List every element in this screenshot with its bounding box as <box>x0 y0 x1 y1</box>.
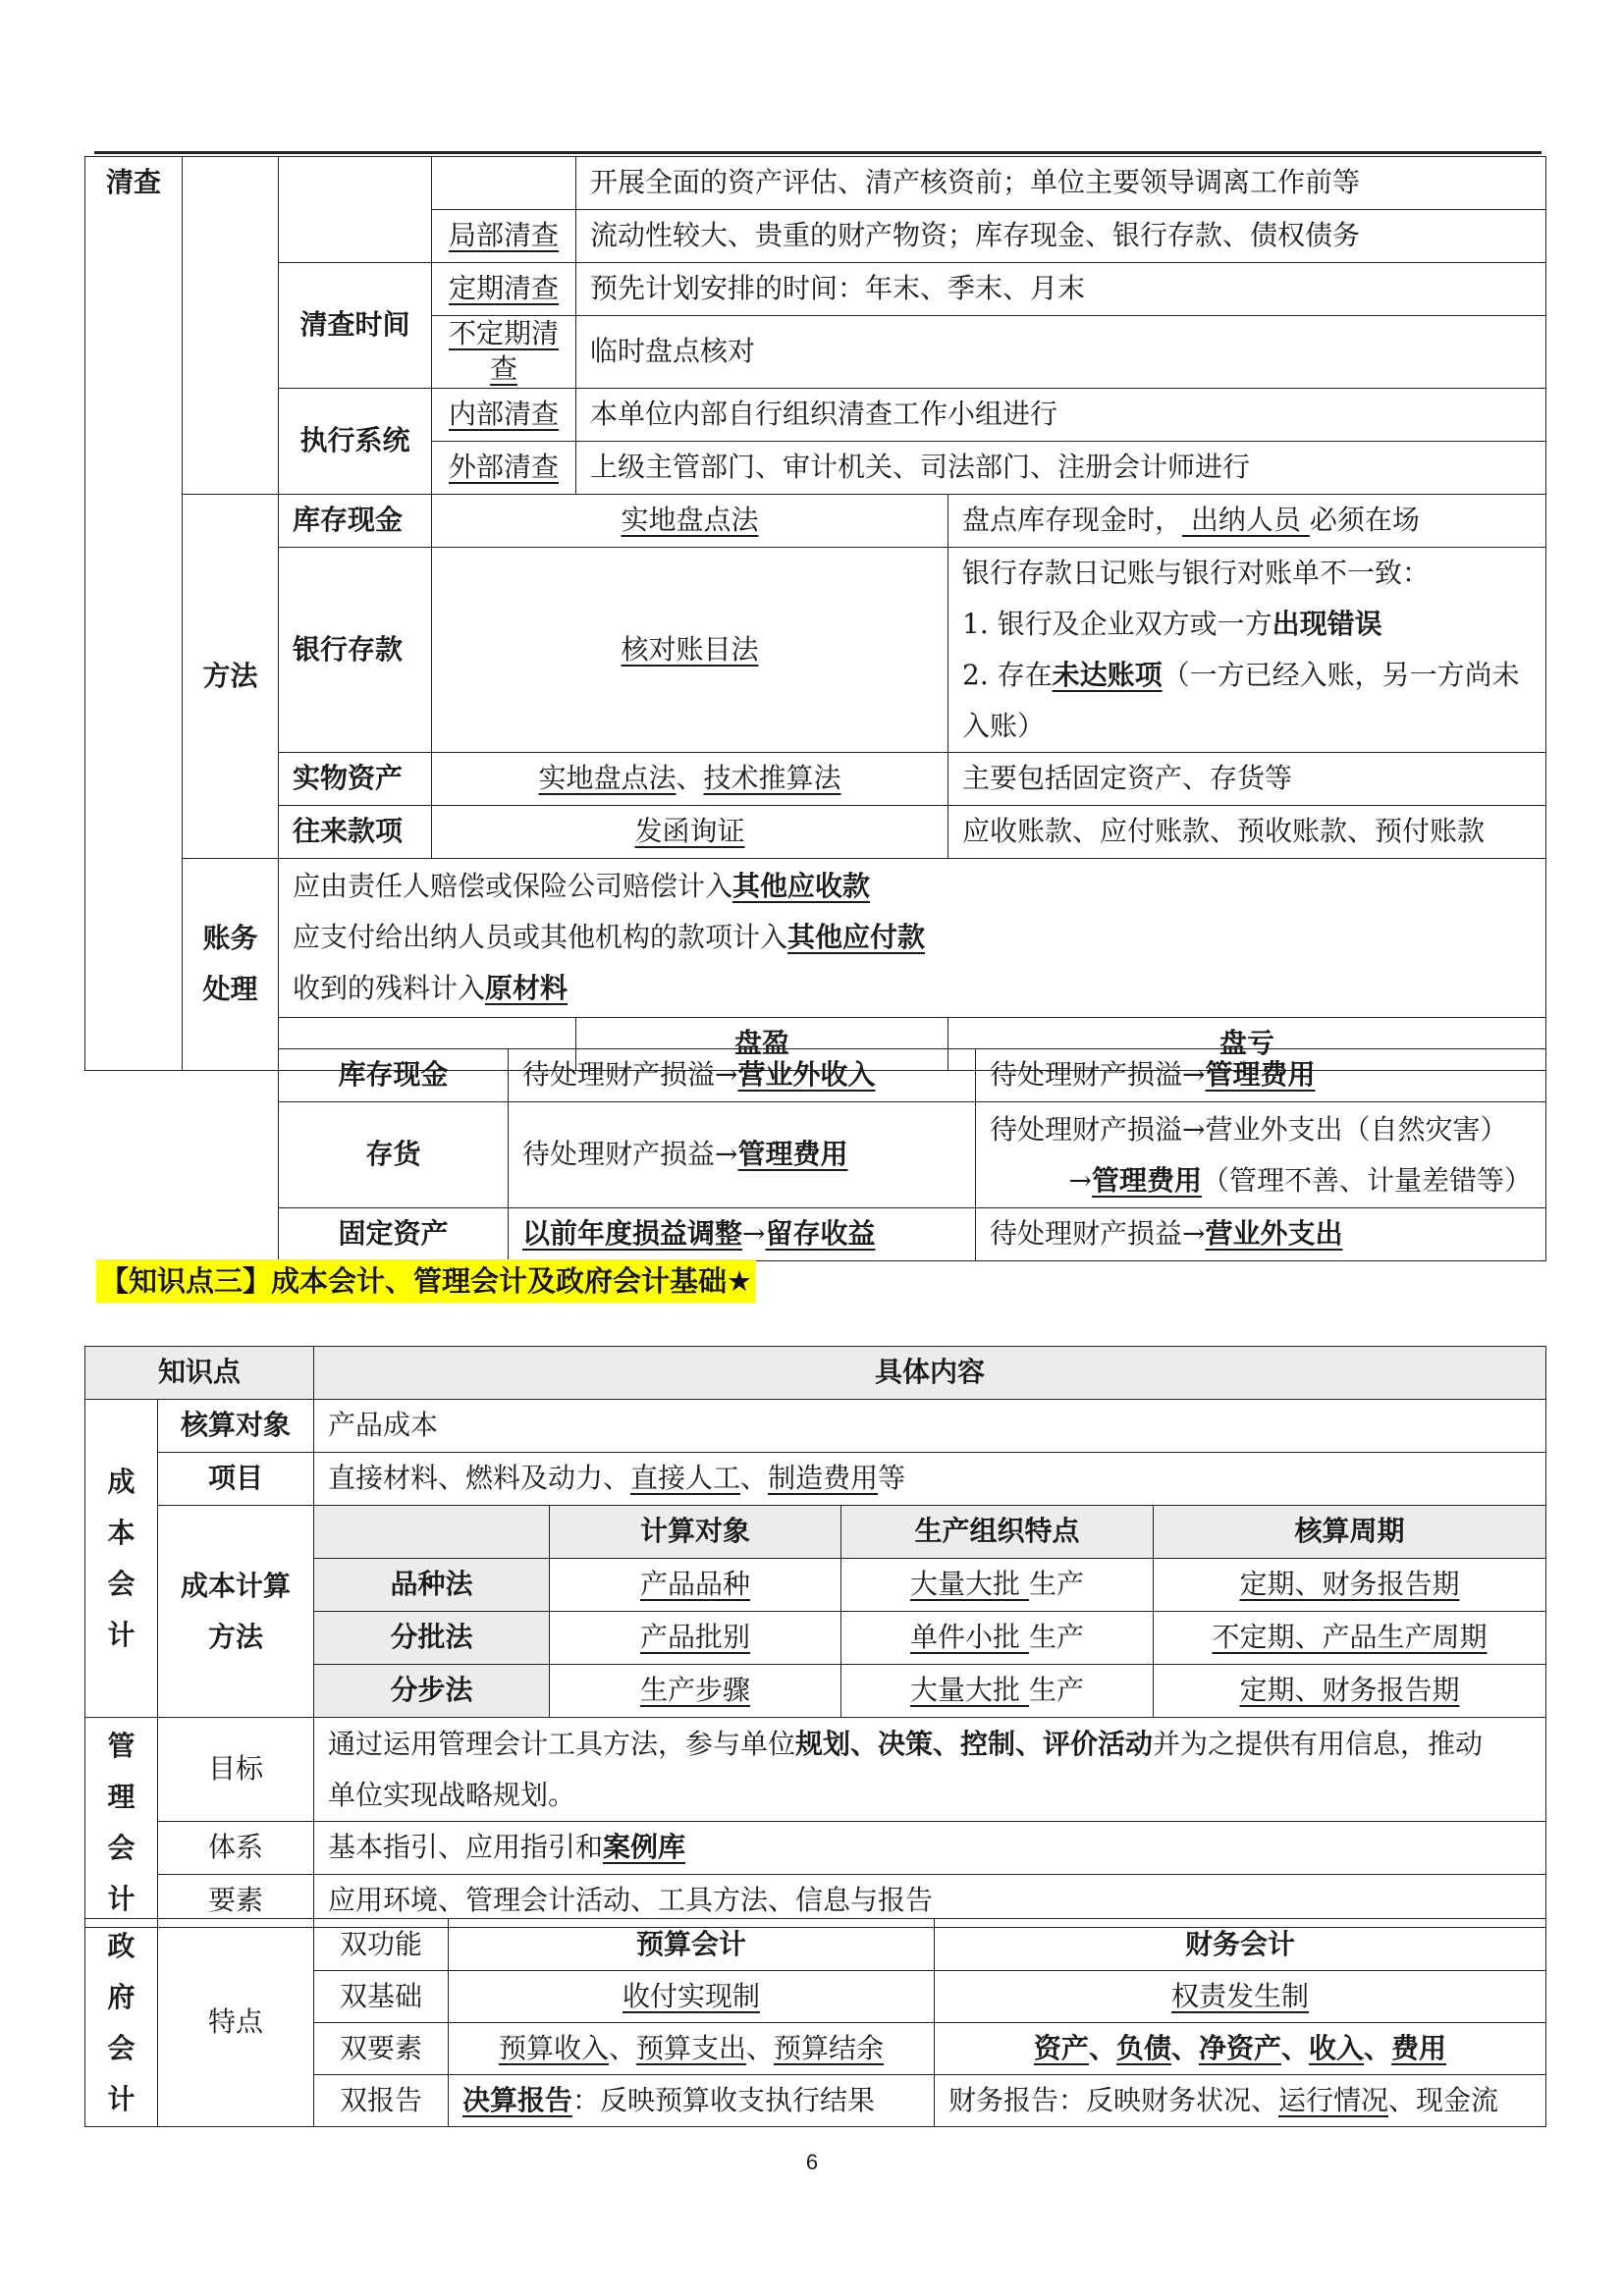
gov-key: 双基础 <box>314 1971 449 2023</box>
label-method: 方法 <box>183 494 279 858</box>
method-way: 核对账目法 <box>432 547 948 752</box>
cell-type: 局部清查 <box>432 210 576 263</box>
accounting-rules: 应由责任人赔偿或保险公司赔偿计入其他应收款 应支付给出纳人员或其他机构的款项计入其他应付款 收到的残料计入原材料 <box>279 858 1546 1017</box>
method-item: 实物资产 <box>279 752 432 805</box>
method-note: 主要包括固定资产、存货等 <box>948 752 1546 805</box>
method-obj: 产品品种 <box>550 1559 841 1612</box>
cell-desc: 上级主管部门、审计机关、司法部门、注册会计师进行 <box>576 441 1546 494</box>
gov-key: 双功能 <box>314 1919 449 1971</box>
col-financial: 财务会计 <box>935 1919 1546 1971</box>
group-cost: 成 本 会 计 <box>85 1400 158 1718</box>
gov-financial-val: 财务报告：反映财务状况、运行情况、现金流 <box>935 2075 1546 2127</box>
label-system: 体系 <box>158 1822 314 1875</box>
method-period: 定期、财务报告期 <box>1154 1665 1546 1718</box>
val-goal: 通过运用管理会计工具方法，参与单位规划、决策、控制、评价活动并为之提供有用信息，推动 单位实现战略规划。 <box>314 1718 1546 1822</box>
cell-desc: 本单位内部自行组织清查工作小组进行 <box>576 388 1546 441</box>
method-note: 应收账款、应付账款、预收账款、预付账款 <box>948 805 1546 858</box>
col-gain: 盘盈 <box>576 1017 948 1070</box>
gl-gain: 以前年度损益调整→留存收益 <box>509 1208 976 1261</box>
method-feat: 大量大批 生产 <box>841 1665 1154 1718</box>
label-goal: 目标 <box>158 1718 314 1822</box>
top-rule <box>94 151 1542 154</box>
gov-financial-val: 权责发生制 <box>935 1971 1546 2023</box>
blank-cell <box>432 157 576 210</box>
gain-loss-table <box>278 1048 1546 1261</box>
label-elements: 要素 <box>158 1875 314 1928</box>
val-obj: 产品成本 <box>314 1400 1546 1453</box>
col-loss: 盘亏 <box>948 1017 1546 1070</box>
cell-desc: 预先计划安排的时间：年末、季末、月末 <box>576 263 1546 316</box>
method-name: 分步法 <box>314 1665 550 1718</box>
section-heading: 【知识点三】成本会计、管理会计及政府会计基础★ <box>96 1259 756 1303</box>
gov-financial-val: 资产、负债、净资产、收入、费用 <box>935 2023 1546 2075</box>
label-features: 特点 <box>158 1919 314 2127</box>
gl-item: 库存现金 <box>279 1049 509 1102</box>
head-content: 具体内容 <box>314 1347 1546 1400</box>
val-elements: 应用环境、管理会计活动、工具方法、信息与报告 <box>314 1875 1546 1928</box>
method-obj: 生产步骤 <box>550 1665 841 1718</box>
val-system: 基本指引、应用指引和案例库 <box>314 1822 1546 1875</box>
gov-budget-val: 预算收入、预算支出、预算结余 <box>449 2023 935 2075</box>
cell-type: 内部清查 <box>432 388 576 441</box>
method-way: 发函询证 <box>432 805 948 858</box>
cell-desc: 开展全面的资产评估、清产核资前；单位主要领导调离工作前等 <box>576 157 1546 210</box>
cell-desc: 临时盘点核对 <box>576 316 1546 389</box>
label-accounting: 账务 处理 <box>183 858 279 1070</box>
label-cost-method: 成本计算 方法 <box>158 1506 314 1718</box>
cell-desc: 流动性较大、贵重的财产物资；库存现金、银行存款、债权债务 <box>576 210 1546 263</box>
gl-loss: 待处理财产损溢→管理费用 <box>976 1049 1546 1102</box>
gl-gain: 待处理财产损溢→营业外收入 <box>509 1049 976 1102</box>
gov-key: 双要素 <box>314 2023 449 2075</box>
page-number: 6 <box>805 2150 819 2174</box>
gov-key: 双报告 <box>314 2075 449 2127</box>
gov-budget-val: 收付实现制 <box>449 1971 935 2023</box>
cell-type: 外部清查 <box>432 441 576 494</box>
label-item: 项目 <box>158 1453 314 1506</box>
gl-loss: 待处理财产损溢→营业外支出（自然灾害） →管理费用（管理不善、计量差错等） <box>976 1102 1546 1208</box>
group-gov: 政 府 会 计 <box>85 1919 158 2127</box>
method-way: 实地盘点法、技术推算法 <box>432 752 948 805</box>
method-item: 银行存款 <box>279 547 432 752</box>
blank-cell <box>183 157 279 495</box>
method-name: 品种法 <box>314 1559 550 1612</box>
val-item: 直接材料、燃料及动力、直接人工、制造费用等 <box>314 1453 1546 1506</box>
method-note: 银行存款日记账与银行对账单不一致： 1. 银行及企业双方或一方出现错误 2. 存在未达账项（一方已经入账，另一方尚未入账） <box>948 547 1546 752</box>
method-period: 定期、财务报告期 <box>1154 1559 1546 1612</box>
gl-gain: 待处理财产损益→管理费用 <box>509 1102 976 1208</box>
col-prod-feature: 生产组织特点 <box>841 1506 1154 1559</box>
label-obj: 核算对象 <box>158 1400 314 1453</box>
method-note: 盘点库存现金时， 出纳人员 必须在场 <box>948 494 1546 547</box>
label-check-time: 清查时间 <box>279 263 432 389</box>
method-name: 分批法 <box>314 1612 550 1665</box>
head-knowledge: 知识点 <box>85 1347 314 1400</box>
section-label-qingcha: 清查 <box>85 157 183 1071</box>
blank-cell <box>279 157 432 263</box>
method-feat: 大量大批 生产 <box>841 1559 1154 1612</box>
col-period: 核算周期 <box>1154 1506 1546 1559</box>
method-way: 实地盘点法 <box>432 494 948 547</box>
col-budget: 预算会计 <box>449 1919 935 1971</box>
cell-type: 不定期清查 <box>432 316 576 389</box>
col-calc-obj: 计算对象 <box>550 1506 841 1559</box>
method-obj: 产品批别 <box>550 1612 841 1665</box>
label-exec-system: 执行系统 <box>279 388 432 494</box>
gl-item: 存货 <box>279 1102 509 1208</box>
method-item: 往来款项 <box>279 805 432 858</box>
method-feat: 单件小批 生产 <box>841 1612 1154 1665</box>
gl-item: 固定资产 <box>279 1208 509 1261</box>
blank-cell <box>314 1506 550 1559</box>
method-item: 库存现金 <box>279 494 432 547</box>
group-mgmt: 管 理 会 计 <box>85 1718 158 1928</box>
cell-type: 定期清查 <box>432 263 576 316</box>
gov-budget-val: 决算报告：反映预算收支执行结果 <box>449 2075 935 2127</box>
inventory-check-table <box>84 156 1546 1071</box>
gov-accounting-table <box>84 1918 1546 2127</box>
gl-loss: 待处理财产损益→营业外支出 <box>976 1208 1546 1261</box>
method-period: 不定期、产品生产周期 <box>1154 1612 1546 1665</box>
knowledge-table <box>84 1346 1546 1928</box>
